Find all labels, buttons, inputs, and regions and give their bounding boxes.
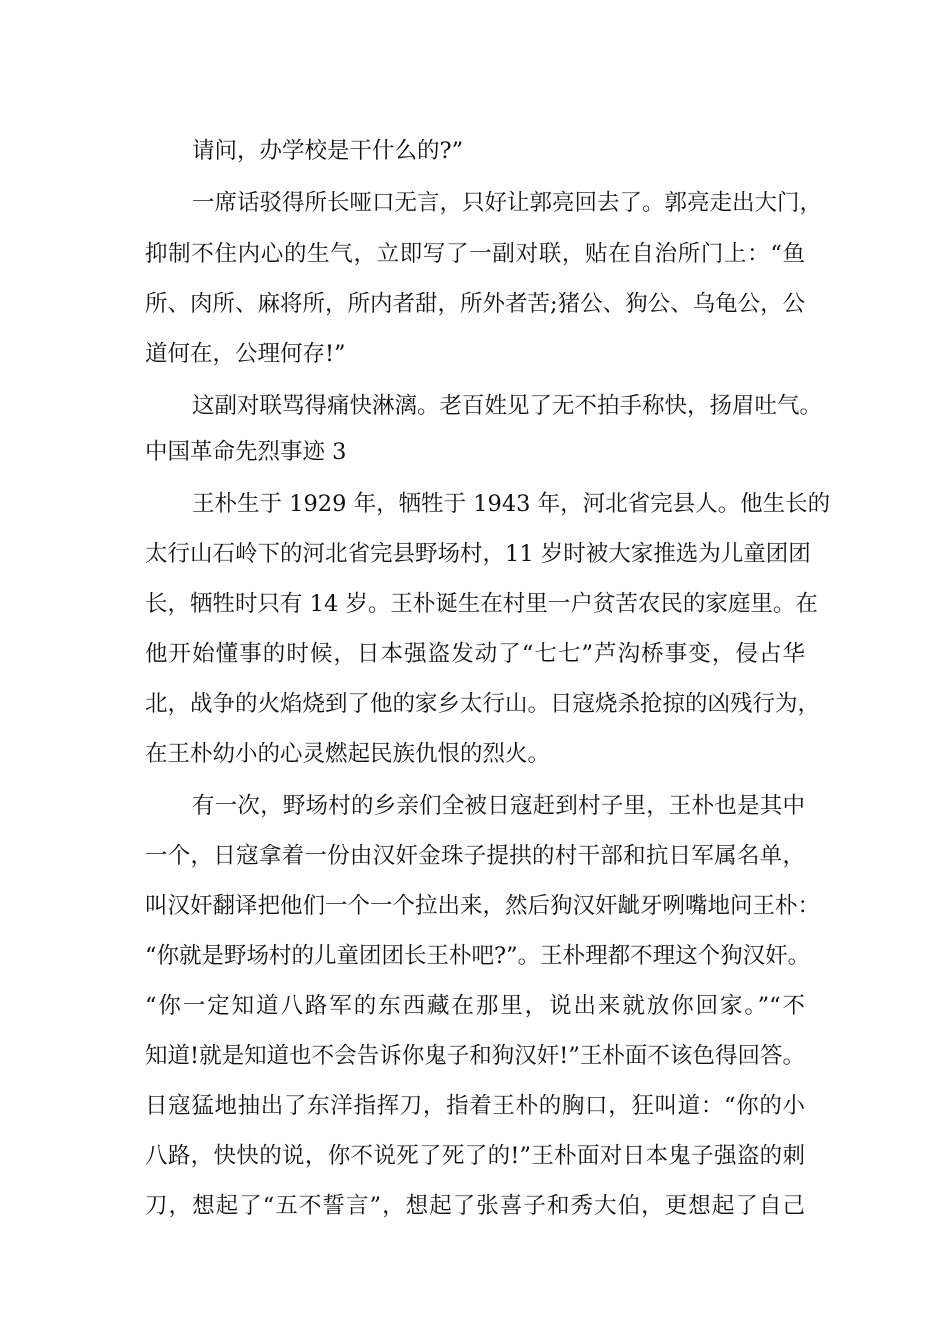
paragraph-line: 北，战争的火焰烧到了他的家乡太行山。日寇烧杀抢掠的凶残行为，: [145, 691, 821, 717]
paragraph-line: 抑制不住内心的生气，立即写了一副对联，贴在自治所门上：“鱼: [145, 241, 805, 267]
paragraph-line: 请问，办学校是干什么的?”: [192, 138, 464, 164]
paragraph-line: 这副对联骂得痛快淋漓。老百姓见了无不拍手称快，扬眉吐气。: [192, 393, 823, 419]
paragraph-line: “你一定知道八路军的东西藏在那里，说出来就放你回家。”“不: [145, 993, 805, 1019]
paragraph-line: 长，牺牲时只有 14 岁。王朴诞生在村里一户贫苦农民的家庭里。在: [145, 591, 818, 617]
paragraph-line: 王朴生于 1929 年，牺牲于 1943 年，河北省完县人。他生长的: [192, 491, 831, 517]
paragraph-line: 知道!就是知道也不会告诉你鬼子和狗汉奸!”王朴面不该色得回答。: [145, 1043, 805, 1069]
paragraph-line: 他开始懂事的时候，日本强盗发动了“七七”芦沟桥事变，侵占华: [145, 641, 805, 667]
paragraph-line: 太行山石岭下的河北省完县野场村，11 岁时被大家推选为儿童团团: [145, 541, 811, 567]
paragraph-line: 日寇猛地抽出了东洋指挥刀，指着王朴的胸口，狂叫道：“你的小: [145, 1093, 805, 1119]
section-heading: 中国革命先烈事迹 3: [145, 439, 347, 465]
paragraph-line: 一席话驳得所长哑口无言，只好让郭亮回去了。郭亮走出大门，: [192, 190, 823, 216]
paragraph-line: 道何在，公理何存!”: [145, 341, 346, 367]
paragraph-line: 在王朴幼小的心灵燃起民族仇恨的烈火。: [145, 741, 551, 767]
paragraph-line: “你就是野场村的儿童团团长王朴吧?”。王朴理都不理这个狗汉奸。: [145, 943, 811, 969]
paragraph-line: 叫汉奸翻译把他们一个一个拉出来，然后狗汉奸龇牙咧嘴地问王朴：: [145, 893, 821, 919]
paragraph-line: 所、肉所、麻将所，所内者甜，所外者苦;猪公、狗公、乌龟公，公: [145, 291, 806, 317]
paragraph-line: 八路，快快的说，你不说死了死了的!”王朴面对日本鬼子强盗的刺: [145, 1143, 805, 1169]
paragraph-line: 刀，想起了“五不誓言”，想起了张喜子和秀大伯，更想起了自己: [145, 1193, 805, 1219]
paragraph-line: 有一次，野场村的乡亲们全被日寇赶到村子里，王朴也是其中: [192, 793, 805, 819]
paragraph-line: 一个，日寇拿着一份由汉奸金珠子提拱的村干部和抗日军属名单，: [145, 843, 805, 869]
